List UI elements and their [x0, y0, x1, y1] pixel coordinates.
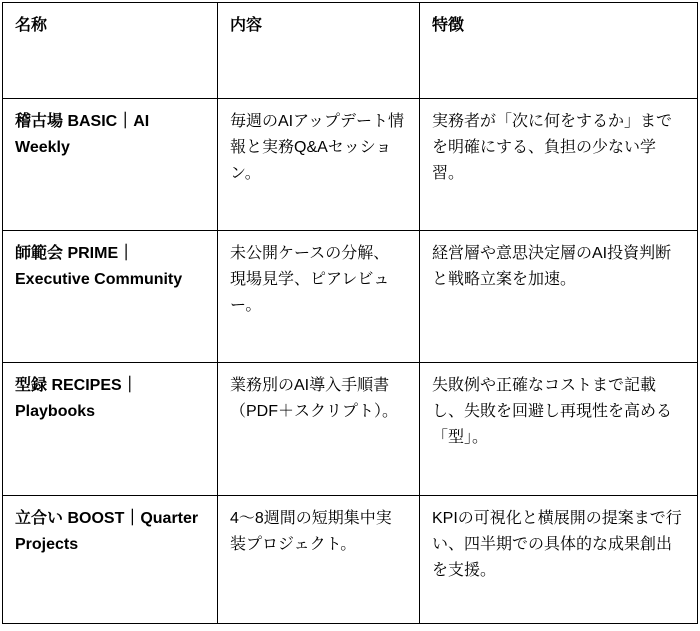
- programs-table: [2, 2, 698, 624]
- column-header-content: 内容: [218, 3, 420, 99]
- program-feature-cell: 経営層や意思決定層のAI投資判断と戦略立案を加速。: [420, 231, 698, 363]
- program-feature-cell: KPIの可視化と横展開の提案まで行い、四半期での具体的な成果創出を支援。: [420, 496, 698, 624]
- table-row-recipes: [3, 363, 698, 496]
- program-content-cell: 4〜8週間の短期集中実装プロジェクト。: [218, 496, 420, 624]
- column-header-feature: 特徴: [420, 3, 698, 99]
- table-row-boost: [3, 496, 698, 624]
- column-header-name: 名称: [3, 3, 218, 99]
- program-name-cell: 立合い BOOST｜Quarter Projects: [3, 496, 218, 624]
- program-name-cell: 師範会 PRIME｜Executive Community: [3, 231, 218, 363]
- program-content-cell: 毎週のAIアップデート情報と実務Q&Aセッション。: [218, 99, 420, 231]
- table-row-prime: [3, 231, 698, 363]
- program-feature-cell: 実務者が「次に何をするか」までを明確にする、負担の少ない学習。: [420, 99, 698, 231]
- program-name-cell: 稽古場 BASIC｜AI Weekly: [3, 99, 218, 231]
- program-name-cell: 型録 RECIPES｜Playbooks: [3, 363, 218, 496]
- program-content-cell: 業務別のAI導入手順書（PDF＋スクリプト）。: [218, 363, 420, 496]
- table-header-row: [3, 3, 698, 99]
- program-feature-cell: 失敗例や正確なコストまで記載し、失敗を回避し再現性を高める「型」。: [420, 363, 698, 496]
- table-row-basic: [3, 99, 698, 231]
- program-content-cell: 未公開ケースの分解、現場見学、ピアレビュー。: [218, 231, 420, 363]
